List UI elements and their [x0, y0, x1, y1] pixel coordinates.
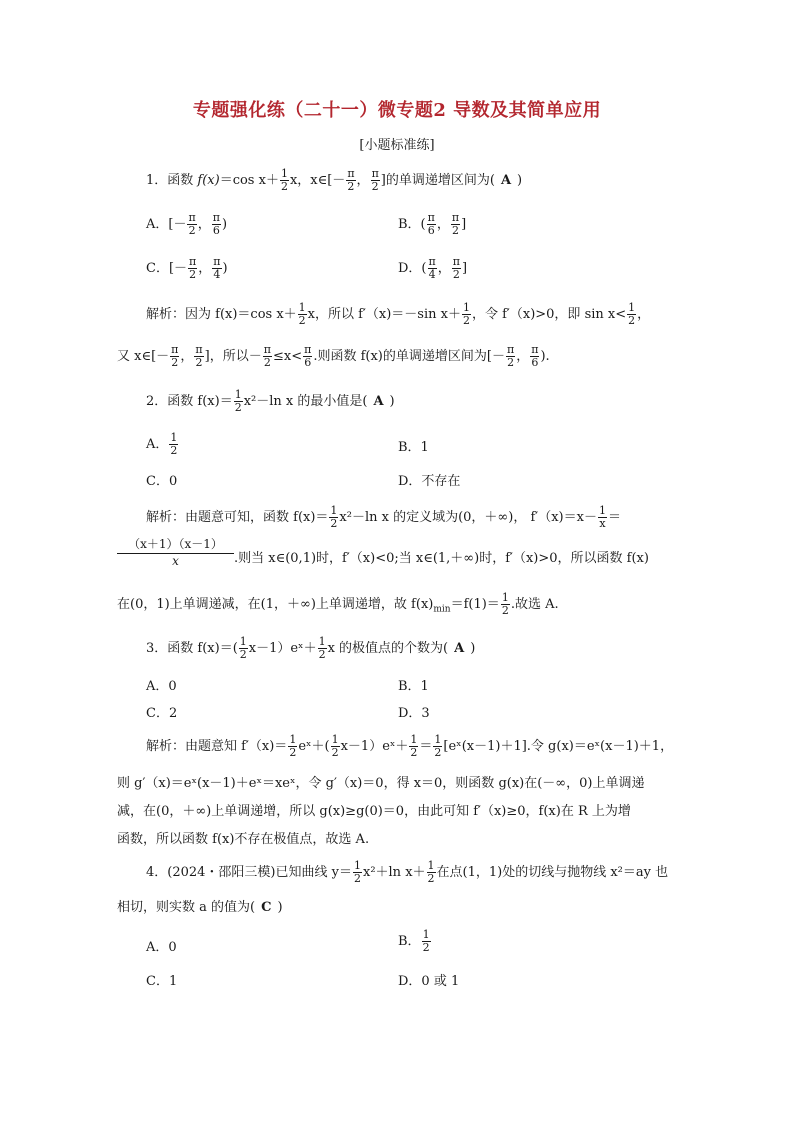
fraction: $\frac{1}{2}$	[318, 635, 326, 661]
q1-option-d: D．( $\frac{\pi}{4}$ ， $\frac{\pi}{2}$ ]	[398, 255, 468, 281]
q1-stem-text: ＝cos x＋	[219, 173, 279, 188]
fraction: $\frac{1}{2}$	[298, 301, 306, 327]
q3-option-b: B．1	[398, 679, 429, 694]
q3-option-c: C．2	[146, 706, 178, 721]
q1-function: f(x)	[197, 173, 220, 188]
q3-answer: A	[454, 641, 465, 656]
q1-option-b: B．( $\frac{\pi}{6}$ ， $\frac{\pi}{2}$ ]	[398, 211, 467, 237]
q1-stem-text: ]的单调递增区间为(	[380, 173, 495, 188]
fraction: $\frac{1}{2}$	[239, 635, 247, 661]
q1-answer: A	[500, 173, 512, 188]
fraction: $\frac{1}{2}$	[353, 859, 361, 885]
fraction: $\frac{\pi}{4}$	[428, 255, 436, 281]
fraction: $\frac{1}{2}$	[434, 733, 442, 759]
question-4-stem-line-2: 相切，则实数 a 的值为( C )	[117, 900, 283, 915]
fraction: $\frac{1}{2}$	[331, 733, 339, 759]
q4-option-a: A．0	[146, 940, 177, 955]
fraction: $\frac{\pi}{2}$	[347, 167, 355, 193]
fraction: $\frac{1}{2}$	[234, 388, 242, 414]
fraction: $\frac{1}{2}$	[628, 301, 636, 327]
fraction: $\frac{\pi}{2}$	[506, 343, 515, 369]
q1-option-a: A．[－ $\frac{\pi}{2}$ ， $\frac{\pi}{6}$ )	[146, 211, 228, 237]
q2-option-d: D．不存在	[398, 474, 461, 489]
fraction: $\frac{\pi}{2}$	[263, 343, 271, 369]
fraction: $\frac{\pi}{2}$	[189, 255, 197, 281]
fraction: $\frac{\pi}{2}$	[195, 343, 203, 369]
fraction: $\frac{\pi}{6}$	[427, 211, 435, 237]
question-4-stem: 4．(2024・邵阳三模)已知曲线 y＝ $\frac{1}{2}$ x²＋ln x＋ $\frac{1}{2}$ 在点(1，1)处的切线与抛物线 x²＝ay 也	[146, 859, 669, 885]
q2-explanation-line-1: 解析：由题意可知，函数 f(x)＝ $\frac{1}{2}$ x²－ln x 的定义域为(0，＋∞)， f′（x)＝x－ $\frac{1}{x}$ ＝	[146, 504, 621, 530]
q4-answer: C	[261, 900, 272, 915]
q2-explanation-line-3: 在(0，1)上单调递减，在(1，＋∞)上单调递增，故 $f(x)_{min}=f(1)=$ $\frac{1}{2}$ .故选 A.	[117, 591, 559, 617]
q3-explanation-line-1: 解析：由题意知 f′（x)＝ $\frac{1}{2}$ eˣ＋( $\frac{1}{2}$ x－1）eˣ＋ $\frac{1}{2}$ ＝ $\frac{1}{2}$ [eˣ(x－1)＋1].令 g(x)＝eˣ(x－1)＋1，	[146, 733, 674, 759]
q4-option-d: D．0 或 1	[398, 974, 460, 989]
q3-explanation-line-4: 函数，所以函数 f(x)不存在极值点，故选 A.	[117, 832, 370, 847]
q2-answer: A	[373, 394, 384, 409]
q1-stem-text: x，x∈[－	[289, 173, 346, 188]
fraction: $\frac{\pi}{6}$	[212, 211, 220, 237]
q3-explanation-line-3: 减，在(0，＋∞)上单调递增，所以 g(x)≥g(0)＝0，由此可知 f′（x)≥0，f(x)在 R 上为增	[117, 804, 631, 819]
q1-option-c: C．[－ $\frac{\pi}{2}$ ， $\frac{\pi}{4}$ )	[146, 255, 228, 281]
fraction: $\frac{\pi}{6}$	[531, 343, 539, 369]
fraction: $\frac{\pi}{2}$	[171, 343, 179, 369]
q3-explanation-line-2: 则 g′（x)＝eˣ(x－1)＋eˣ＝xeˣ，令 g′（x)＝0，得 x＝0，则函数 g(x)在(－∞，0)上单调递	[117, 776, 645, 791]
fraction: $\frac{\pi}{2}$	[452, 255, 460, 281]
q2-explanation-line-2: .则当 x∈(0,1)时，f′（x)<0;当 x∈(1,＋∞)时，f′（x)>0，所以函数 f(x)	[234, 551, 649, 566]
q2-derivative-fraction: （x＋1）（x－1） x	[117, 535, 234, 568]
fraction: $\frac{1}{2}$	[280, 167, 288, 193]
fraction: $\frac{\pi}{2}$	[371, 167, 379, 193]
q1-explanation-line-2: 又 x∈[－ $\frac{\pi}{2}$ ， $\frac{\pi}{2}$ ]，所以－ $\frac{\pi}{2}$ ≤x< $\frac{\pi}{6}$ .则函数 f(x)的单调递增区间为[－ $\frac{\pi}{2}$ ， $\frac{\pi}{6}$ ).	[117, 343, 550, 369]
q2-option-a: A． $\frac{1}{2}$	[146, 431, 178, 457]
question-3-stem: 3．函数 f(x)＝( $\frac{1}{2}$ x－1）eˣ＋ $\frac{1}{2}$ x 的极值点的个数为( A )	[146, 635, 476, 661]
q2-option-b: B．1	[398, 440, 429, 455]
fraction: $\frac{1}{2}$	[501, 591, 509, 617]
question-2-stem: 2．函数 f(x)＝ $\frac{1}{2}$ x²－ln x 的最小值是( A )	[146, 388, 395, 414]
q4-option-b: B． $\frac{1}{2}$	[398, 928, 430, 954]
fraction: $\frac{1}{2}$	[427, 859, 435, 885]
question-1-stem: 1．函数 f(x)＝cos x＋ $\frac{1}{2}$ x，x∈[－ $\frac{\pi}{2}$ ， $\frac{\pi}{2}$ ]的单调递增区间为( A )	[146, 167, 523, 193]
page-title: 专题强化练（二十一）微专题2 导数及其简单应用	[192, 100, 602, 121]
fraction: $\frac{1}{2}$	[462, 301, 470, 327]
q1-explanation-line-1: 解析：因为 f(x)＝cos x＋ $\frac{1}{2}$ x，所以 f′（x)＝－sin x＋ $\frac{1}{2}$ ，令 f′（x)>0，即 sin x< $\frac{1}{2}$ ，	[146, 301, 651, 327]
section-subtitle: [小题标准练]	[359, 138, 435, 153]
q3-option-d: D．3	[398, 706, 430, 721]
fraction: $\frac{\pi}{2}$	[451, 211, 460, 237]
fraction: $\frac{1}{x}$	[598, 504, 606, 530]
fraction: $\frac{1}{2}$	[330, 504, 338, 530]
q3-option-a: A．0	[146, 679, 177, 694]
q4-option-c: C．1	[146, 974, 178, 989]
q2-option-c: C．0	[146, 474, 178, 489]
fraction: $\frac{1}{2}$	[410, 733, 418, 759]
fraction: $\frac{1}{2}$	[289, 733, 297, 759]
fraction: $\frac{\pi}{2}$	[188, 211, 196, 237]
fraction: $\frac{\pi}{6}$	[304, 343, 312, 369]
fraction: $\frac{1}{2}$	[422, 928, 430, 954]
fraction: $\frac{1}{2}$	[170, 431, 178, 457]
q1-stem-text: 1．函数	[146, 173, 198, 188]
fraction: $\frac{\pi}{4}$	[213, 255, 221, 281]
